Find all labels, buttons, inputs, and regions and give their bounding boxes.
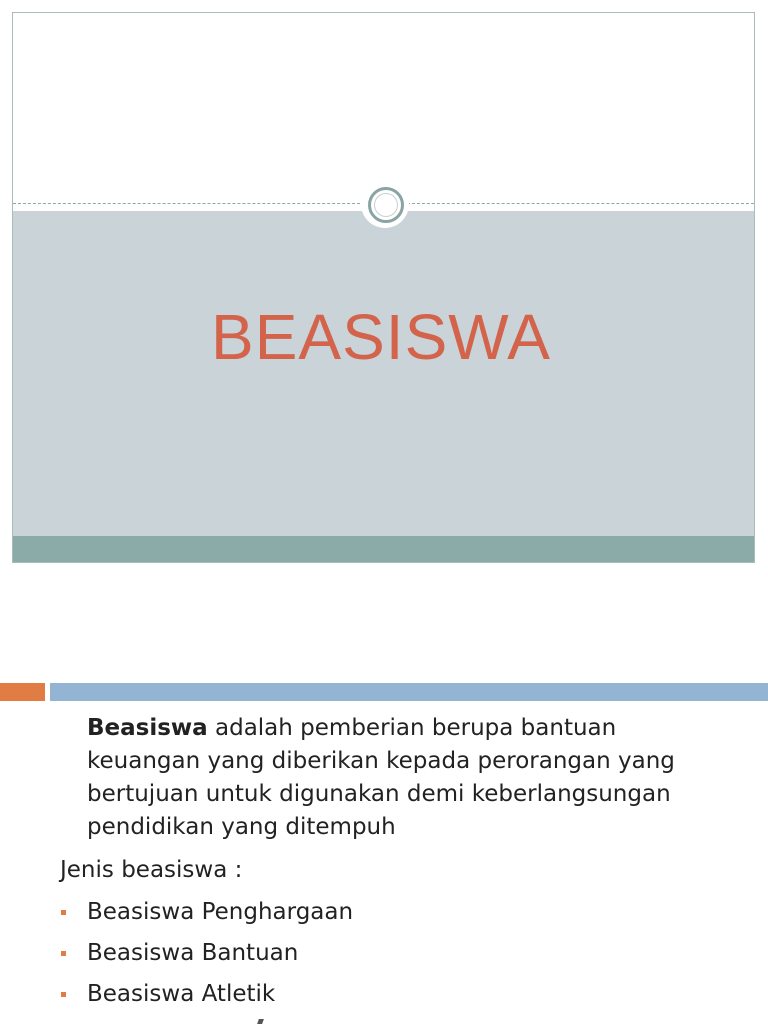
ring-ornament-icon: [368, 187, 404, 223]
intro-paragraph: [87, 712, 727, 844]
bullet-list: [60, 896, 353, 1019]
list-item-label: Beasiswa Bantuan: [87, 940, 299, 966]
list-item: [60, 937, 353, 978]
intro-lead-term: Beasiswa: [87, 715, 208, 741]
title-panel: [13, 211, 754, 536]
list-item-label: Beasiswa Atletik: [87, 981, 276, 1007]
accent-bar: [0, 683, 45, 701]
square-bullet-icon: [61, 951, 66, 956]
title-slide: [12, 12, 755, 563]
slide-title: BEASISWA: [211, 301, 551, 373]
title-slide-header-area: [13, 13, 754, 203]
jenis-label: Jenis beasiswa :: [60, 857, 243, 883]
intro-text: adalah pemberian berupa bantuan keuangan yang diberikan kepada perorangan yang bertujuan untuk digunakan demi keberlangsungan pendidikan yang ditempuh: [87, 715, 675, 840]
square-bullet-icon: [61, 910, 66, 915]
header-bar: [50, 683, 768, 701]
square-bullet-icon: [61, 992, 66, 997]
bottom-band: [13, 536, 754, 562]
list-item: [60, 896, 353, 937]
cut-off-glyph-fragment: [257, 1019, 264, 1024]
list-item: [60, 978, 353, 1019]
list-item-label: Beasiswa Penghargaan: [87, 899, 354, 925]
